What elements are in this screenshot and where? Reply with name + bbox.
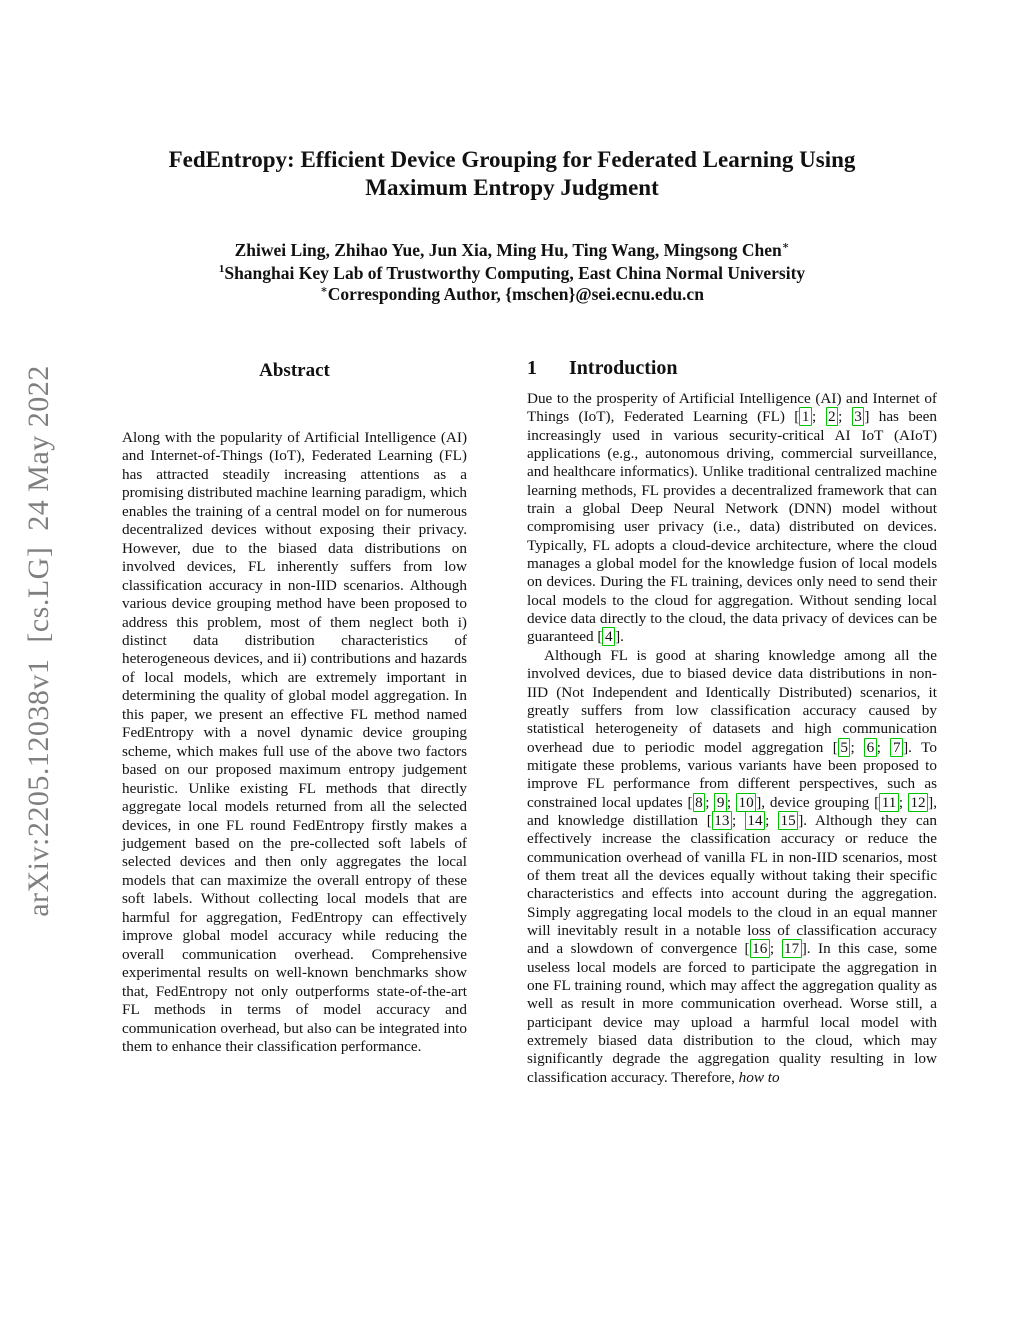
citation-link[interactable]: 10 — [736, 793, 756, 812]
corresponding-asterisk: ∗ — [320, 284, 328, 297]
section-title: Introduction — [569, 357, 678, 379]
authors-asterisk: ∗ — [781, 240, 790, 253]
citation-link[interactable]: 2 — [826, 407, 839, 426]
corresponding-text: Corresponding Author, {mschen}@sei.ecnu.edu.cn — [327, 284, 704, 304]
citation-link[interactable]: 4 — [602, 627, 615, 646]
citation-link[interactable]: 8 — [693, 793, 706, 812]
affiliation-line — [0, 262, 1024, 284]
abstract-heading: Abstract — [259, 360, 330, 381]
two-column-body — [122, 357, 937, 1087]
citation-link[interactable]: 14 — [745, 811, 765, 830]
introduction-paragraph-1: Due to the prosperity of Artificial Intelligence (AI) and Internet of Things (IoT), Federated Learning (FL) [ 1 ; 2 ; 3 ] has been increasingly used in various security-critical AI IoT (AIoT) applications (e.g., autonomous driving, commercial surveillance, and healthcare informatics). Unlike traditional centralized machine learning methods, FL provides a decentralized framework that can train a global Deep Neural Network (DNN) model without compromising user privacy (i.e., data) distributed on devices. Typically, FL adopts a cloud-device architecture, where the cloud manages a global model for the knowledge fusion of local models on devices. During the FL training, devices only need to send their local models to the cloud for aggregation. Without sending local device data directly to the cloud, the data privacy of devices can be guaranteed [ 4 ]. — [527, 390, 937, 646]
introduction-column — [527, 357, 937, 1087]
abstract-body: Along with the popularity of Artificial Intelligence (AI) and Internet-of-Things (IoT), Federated Learning (FL) has attracted steadily increasing attentions as a promising distributed machine learning paradigm, which enables the training of a central model on for numerous decentralized devices without exposing their privacy. However, due to the biased data distributions on involved devices, FL inherently suffers from low classification accuracy in non-IID scenarios. Although various device grouping method have been proposed to address this problem, most of them neglect both i) distinct data distribution characteristics of heterogeneous devices, and ii) contributions and hazards of local models, which are extremely important in determining the quality of global model aggregation. In this paper, we present an effective FL method named FedEntropy with a novel dynamic device grouping scheme, which makes full use of the above two factors based on our proposed maximum entropy judgement heuristic. Unlike existing FL methods that directly aggregate local models returned from all the selected devices, in one FL round FedEntropy firstly makes a judgement based on the pre-collected soft labels of selected devices and then only aggregates the local models that can maximize the overall entropy of these soft labels. Without collecting local models that are harmful for aggregation, FedEntropy can effectively improve global model accuracy while reducing the overall communication overhead. Comprehensive experimental results on well-known benchmarks show that, FedEntropy not only outperforms state-of-the-art FL methods in terms of model accuracy and communication overhead, but also can be integrated into them to enhance their classification performance. — [122, 429, 468, 1055]
citation-link[interactable]: 6 — [864, 738, 877, 757]
citation-link[interactable]: 11 — [879, 793, 899, 812]
arxiv-watermark: arXiv:2205.12038v1 [cs.LG] 24 May 2022 — [22, 365, 55, 917]
paper-header — [0, 0, 1024, 305]
authors-names: Zhiwei Ling, Zhihao Yue, Jun Xia, Ming Hu, Ting Wang, Mingsong Chen — [234, 240, 782, 260]
affiliation-text: Shanghai Key Lab of Trustworthy Computing, East China Normal University — [224, 263, 806, 283]
citation-link[interactable]: 15 — [778, 811, 798, 830]
affiliation-superscript: 1 — [218, 263, 225, 276]
paper-title — [0, 146, 1024, 202]
paper-title-line1: FedEntropy: Efficient Device Grouping for Federated Learning Using — [168, 147, 856, 172]
citation-link[interactable]: 13 — [712, 811, 732, 830]
citation-link[interactable]: 7 — [890, 738, 903, 757]
paper-title-line2: Maximum Entropy Judgment — [365, 175, 659, 200]
citation-link[interactable]: 5 — [838, 738, 851, 757]
citation-link[interactable]: 17 — [782, 939, 802, 958]
authors-line — [0, 239, 1024, 262]
citation-link[interactable]: 3 — [852, 407, 865, 426]
citation-link[interactable]: 16 — [750, 939, 770, 958]
citation-link[interactable]: 1 — [799, 407, 812, 426]
abstract-column — [122, 357, 467, 1087]
section-heading-introduction — [527, 357, 937, 380]
emphasized-text: how to — [738, 1068, 780, 1086]
author-block — [0, 239, 1024, 305]
introduction-paragraph-2: Although FL is good at sharing knowledge among all the involved devices, due to biased device data distributions in non-IID (Not Independent and Identically Distributed) scenarios, it greatly suffers from low classification accuracy caused by statistical heterogeneity of datasets and high communication overhead due to periodic model aggregation [ 5 ; 6 ; 7 ]. To mitigate these problems, various variants have been proposed to improve FL performance from different perspectives, such as constrained local updates [ 8 ; 9 ; 10 ], device grouping [ 11 ; 12 ], and knowledge distillation [ 13 ; 14 ; 15 ]. Although they can effectively increase the classification accuracy or reduce the communication overhead of vanilla FL in non-IID scenarios, most of them treat all the devices equally without taking their specific characteristics and effects into account during the aggregation. Simply aggregating local models to the cloud in an equal manner will inevitably result in a notable loss of classification accuracy and a slowdown of convergence [ 16 ; 17 ]. In this case, some useless local models are forced to participate the aggregation in one FL training round, which may affect the aggregation quality as well as result in more communication overhead. Worse still, a participant device may upload a harmful local model with extremely biased data distribution to the cloud, which may significantly degrade the aggregation quality resulting in low classification accuracy. Therefore, how to — [527, 646, 937, 1086]
citation-link[interactable]: 12 — [908, 793, 928, 812]
section-number: 1 — [527, 357, 537, 379]
corresponding-author-line — [0, 284, 1024, 305]
citation-link[interactable]: 9 — [714, 793, 727, 812]
